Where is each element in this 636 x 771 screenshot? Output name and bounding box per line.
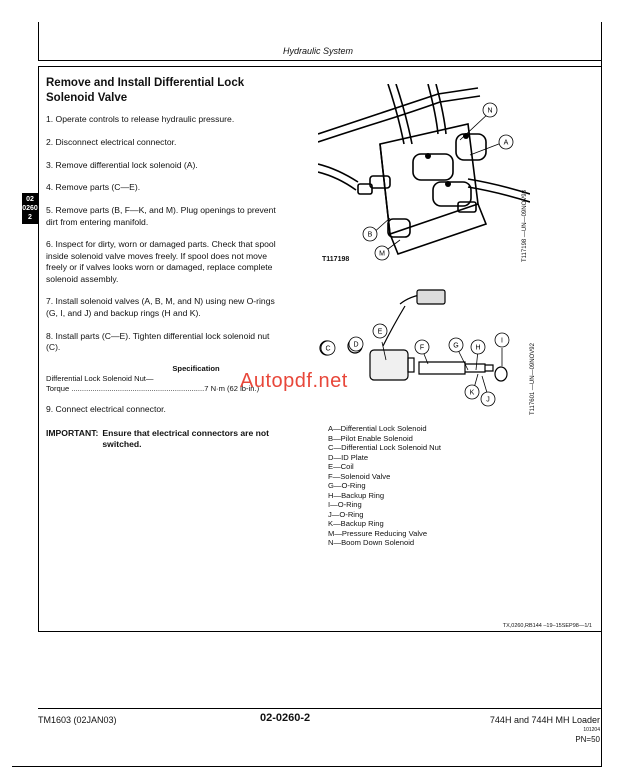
important-text: Ensure that electrical connectors are not switched. bbox=[102, 428, 270, 450]
callout-n-label: N bbox=[487, 107, 493, 115]
callout-i-label: I bbox=[501, 337, 503, 345]
callout-d-label: D bbox=[353, 341, 359, 349]
procedure-steps bbox=[46, 114, 286, 365]
step-3: 3. Remove differential lock solenoid (A). bbox=[46, 159, 198, 170]
callout-m-label: M bbox=[379, 250, 385, 258]
legend-item: A—Differential Lock Solenoid bbox=[328, 424, 427, 433]
step-9: 9. Connect electrical connector. bbox=[46, 404, 166, 414]
footer-rule bbox=[38, 708, 602, 709]
manual-id: TM1603 (02JAN03) bbox=[38, 715, 117, 725]
legend-item: H—Backup Ring bbox=[328, 490, 385, 500]
legend-item: F—Solenoid Valve bbox=[328, 471, 391, 481]
step-8: 8. Install parts (C—E). Tighten differential lock solenoid nut (C). bbox=[46, 330, 270, 353]
spec-line-2: Torque ...............................................................7 N·m (62 lb-in.) bbox=[46, 384, 260, 393]
page-number: 02-0260-2 bbox=[260, 712, 311, 724]
step-7: 7. Install solenoid valves (A, B, M, and N) using new O-rings (G, I, and J) and backup rings (H and K). bbox=[46, 296, 275, 318]
fig1-code: T117198 bbox=[322, 256, 350, 263]
section-tab bbox=[22, 193, 38, 224]
important-note bbox=[46, 428, 296, 451]
fig1-side-code: T117198 —UN—09NOV98 bbox=[522, 190, 528, 262]
step-4: 4. Remove parts (C—E). bbox=[46, 182, 141, 193]
bottom-rule bbox=[12, 766, 602, 767]
procedure-title: Remove and Install Differential Lock Solenoid Valve bbox=[46, 77, 245, 104]
callout-c-label: C bbox=[325, 345, 331, 353]
callout-e-label: E bbox=[377, 328, 383, 336]
step-5: 5. Remove parts (B, F—K, and M). Plug openings to prevent dirt from entering manifold. bbox=[46, 205, 276, 227]
fig1-callouts bbox=[360, 100, 530, 265]
legend-item: J—O-Ring bbox=[328, 509, 364, 519]
legend-item: D—ID Plate bbox=[328, 452, 369, 462]
legend-item: N—Boom Down Solenoid bbox=[328, 538, 415, 547]
spec-line-1: Differential Lock Solenoid Nut— bbox=[46, 374, 154, 383]
pn-number: PN=50 bbox=[575, 735, 600, 744]
legend-item: E—Coil bbox=[328, 462, 354, 471]
section-title: Hydraulic System bbox=[282, 46, 354, 56]
step-2: 2. Disconnect electrical connector. bbox=[46, 136, 177, 147]
watermark: Autopdf.net bbox=[240, 370, 348, 392]
top-rule bbox=[38, 60, 602, 61]
section-tab-line1: 02 bbox=[26, 196, 34, 203]
callout-j-label: J bbox=[486, 396, 490, 404]
legend-item: M—Pressure Reducing Valve bbox=[328, 528, 428, 538]
section-tab-line2: 0260 bbox=[22, 205, 38, 212]
callout-f-label: F bbox=[419, 344, 425, 352]
step-6: 6. Inspect for dirty, worn or damaged parts. Check that spool inside solenoid valve moves freely. If spool does not move freely or if valves looks worn or damaged, replace complete solenoid assembly. bbox=[46, 239, 276, 284]
legend-item: K—Backup Ring bbox=[328, 519, 384, 528]
callout-b-label: B bbox=[367, 231, 373, 239]
legend-item: I—O-Ring bbox=[328, 500, 362, 509]
callout-g-label: G bbox=[453, 342, 459, 350]
parts-legend bbox=[328, 424, 441, 548]
fig2-callouts bbox=[318, 320, 518, 410]
legend-item: C—Differential Lock Solenoid Nut bbox=[328, 443, 441, 452]
step-1: 1. Operate controls to release hydraulic pressure. bbox=[46, 114, 235, 124]
callout-a-label: A bbox=[503, 139, 509, 147]
print-date: 101204 bbox=[583, 727, 600, 733]
fig2-side-code: T117601 —UN—09NOV92 bbox=[530, 343, 536, 415]
legend-item: B—Pilot Enable Solenoid bbox=[328, 433, 413, 443]
figure-reference: TX,0260,RB144 –19–15SEP98—1/1 bbox=[502, 623, 592, 629]
spec-heading: Specification bbox=[172, 364, 220, 373]
callout-k-label: K bbox=[469, 389, 475, 397]
model-name: 744H and 744H MH Loader bbox=[489, 715, 600, 725]
callout-h-label: H bbox=[475, 344, 481, 352]
important-label: IMPORTANT: bbox=[46, 428, 99, 438]
legend-item: G—O-Ring bbox=[328, 481, 366, 490]
section-tab-line3: 2 bbox=[28, 214, 32, 221]
